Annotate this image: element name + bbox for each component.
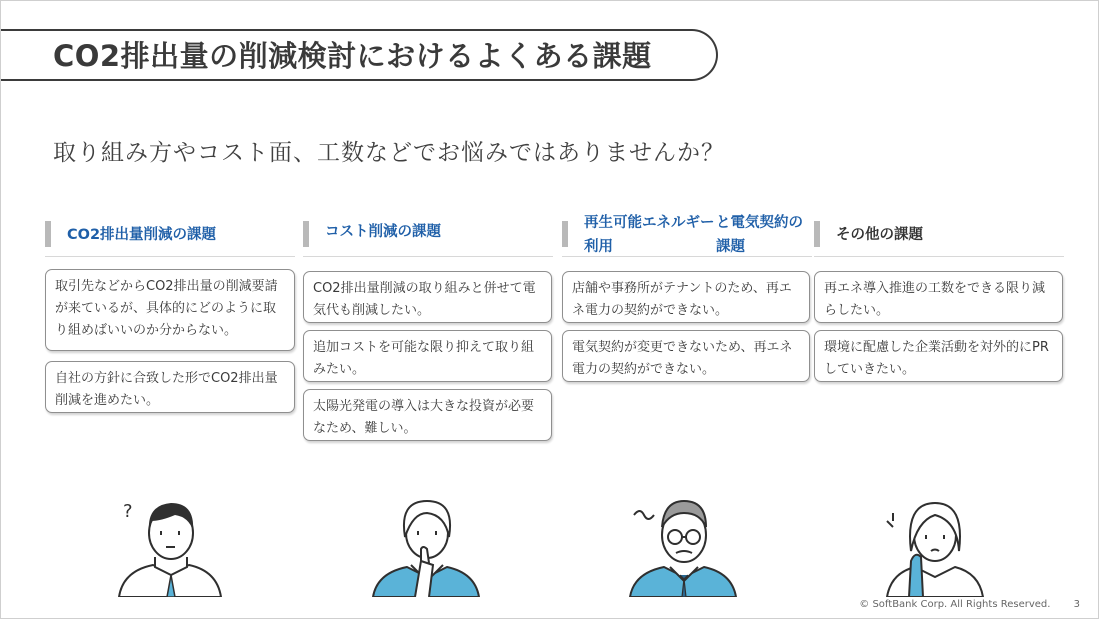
column-header [814, 213, 1064, 257]
question-mark-glyph: ? [123, 501, 133, 522]
header-accent-bar [303, 221, 309, 247]
man-confused-illustration [105, 491, 235, 597]
footer [859, 599, 1080, 610]
header-accent-bar [562, 221, 568, 247]
header-accent-bar [45, 221, 51, 247]
issue-card: 電気契約が変更できないため、再エネ電力の契約ができない。 [562, 330, 810, 382]
older-man-troubled-icon [620, 491, 750, 597]
page-subtitle: 取り組み方やコスト面、工数などでお悩みではありませんか？ [53, 140, 725, 166]
column-heading: CO2排出量削減の課題 [67, 227, 217, 243]
issue-card: 店舗や事務所がテナントのため、再エネ電力の契約ができない。 [562, 271, 810, 323]
page-title: CO2排出量の削減検討におけるよくある課題 [53, 39, 652, 73]
woman-thinking-icon [363, 491, 493, 597]
title-banner [1, 29, 718, 81]
column-cost-reduction [303, 213, 553, 436]
issue-card: 自社の方針に合致した形でCO2排出量削減を進めたい。 [45, 361, 295, 413]
column-heading [584, 208, 812, 262]
column-heading: その他の課題 [836, 227, 923, 243]
issue-card: 追加コストを可能な限り抑えて取り組みたい。 [303, 330, 552, 382]
man-confused-icon [105, 491, 235, 597]
page-number: 3 [1073, 599, 1080, 610]
column-header [45, 213, 295, 257]
issue-card: 環境に配慮した企業活動を対外的にPRしていきたい。 [814, 330, 1063, 382]
column-header [303, 213, 553, 257]
older-man-troubled-illustration [620, 491, 750, 597]
column-heading: コスト削減の課題 [325, 224, 441, 240]
column-other-issues [814, 213, 1064, 377]
column-heading-line2: と電気契約の課題 [716, 215, 803, 255]
header-accent-bar [814, 221, 820, 247]
woman-worried-icon [869, 491, 999, 597]
woman-thinking-illustration [363, 491, 493, 597]
column-co2-reduction [45, 213, 295, 408]
copyright-text: © SoftBank Corp. All Rights Reserved. [859, 599, 1051, 610]
issue-card: 再エネ導入推進の工数をできる限り減らしたい。 [814, 271, 1063, 323]
column-header [562, 213, 812, 257]
column-heading-line1: 再生可能エネルギー利用 [584, 215, 715, 255]
issue-card: 取引先などからCO2排出量の削減要請が来ているが、具体的にどのように取り組めばいいのか分からない。 [45, 269, 295, 351]
woman-worried-illustration [869, 491, 999, 597]
issue-card: 太陽光発電の導入は大きな投資が必要なため、難しい。 [303, 389, 552, 441]
issue-card: CO2排出量削減の取り組みと併せて電気代も削減したい。 [303, 271, 552, 323]
column-renewable-energy [562, 213, 812, 377]
